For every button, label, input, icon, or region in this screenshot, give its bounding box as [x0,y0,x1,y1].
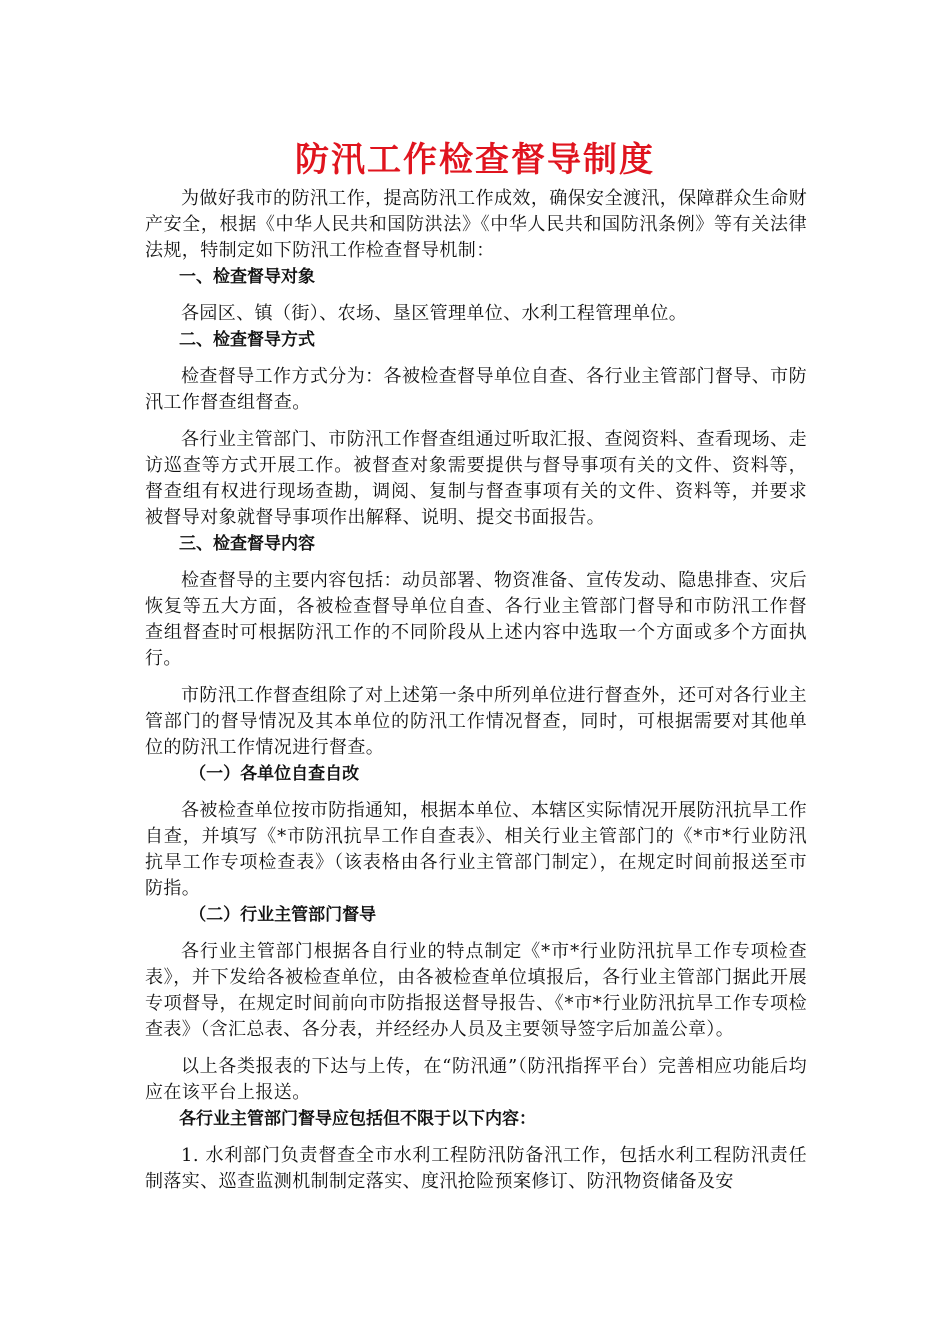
body-paragraph: 检查督导的主要内容包括：动员部署、物资准备、宣传发动、隐患排查、灾后恢复等五大方面，各被检查督导单位自查、各行业主管部门督导和市防汛工作督查组督查时可根据防汛工作的不同阶段从上述内容中选取一个方面或多个方面执行。 [145,570,807,669]
body-paragraph: 各行业主管部门、市防汛工作督查组通过听取汇报、查阅资料、查看现场、走访巡查等方式开展工作。被督查对象需要提供与督导事项有关的文件、资料等，督查组有权进行现场查勘，调阅、复制与督查事项有关的文件、资料等，并要求被督导对象就督导事项作出解释、说明、提交书面报告。 [145,429,807,528]
body-paragraph: 检查督导工作方式分为：各被检查督导单位自查、各行业主管部门督导、市防汛工作督查组督查。 [145,366,807,413]
document-title: 防汛工作检查督导制度 [295,140,655,180]
intro-paragraph: 为做好我市的防汛工作，提高防汛工作成效，确保安全渡汛，保障群众生命财产安全，根据《中华人民共和国防洪法》《中华人民共和国防汛条例》等有关法律法规，特制定如下防汛工作检查督导机制： [145,188,807,261]
body-paragraph: 各园区、镇（街）、农场、垦区管理单位、水利工程管理单位。 [181,303,688,324]
body-paragraph: 以上各类报表的下达与上传，在“防汛通”（防汛指挥平台）完善相应功能后均应在该平台上报送。 [145,1056,807,1103]
body-paragraph: 各被检查单位按市防指通知，根据本单位、本辖区实际情况开展防汛抗旱工作自查，并填写《*市防汛抗旱工作自查表》、相关行业主管部门的《*市*行业防汛抗旱工作专项检查表》（该表格由各行业主管部门制定），在规定时间前报送至市防指。 [145,800,807,899]
body-paragraph: 各行业主管部门根据各自行业的特点制定《*市*行业防汛抗旱工作专项检查表》，并下发给各被检查单位，由各被检查单位填报后，各行业主管部门据此开展专项督导，在规定时间前向市防指报送督导报告、《*市*行业防汛抗旱工作专项检查表》（含汇总表、各分表，并经经办人员及主要领导签字后加盖公章）。 [145,941,807,1040]
bold-paragraph: 各行业主管部门督导应包括但不限于以下内容： [179,1109,536,1129]
body-paragraph: 1. 水利部门负责督查全市水利工程防汛防备汛工作，包括水利工程防汛责任制落实、巡查监测机制制定落实、度汛抢险预案修订、防汛物资储备及安 [145,1145,807,1192]
subsection-heading: （一）各单位自查自改 [189,764,360,784]
body-paragraph: 市防汛工作督查组除了对上述第一条中所列单位进行督查外，还可对各行业主管部门的督导情况及其本单位的防汛工作情况督查，同时，可根据需要对其他单位的防汛工作情况进行督查。 [145,685,807,758]
section-heading: 三、检查督导内容 [179,534,315,554]
section-heading: 一、检查督导对象 [179,267,315,287]
subsection-heading: （二）行业主管部门督导 [189,905,377,925]
section-heading: 二、检查督导方式 [179,330,315,350]
document-body [145,186,807,1195]
